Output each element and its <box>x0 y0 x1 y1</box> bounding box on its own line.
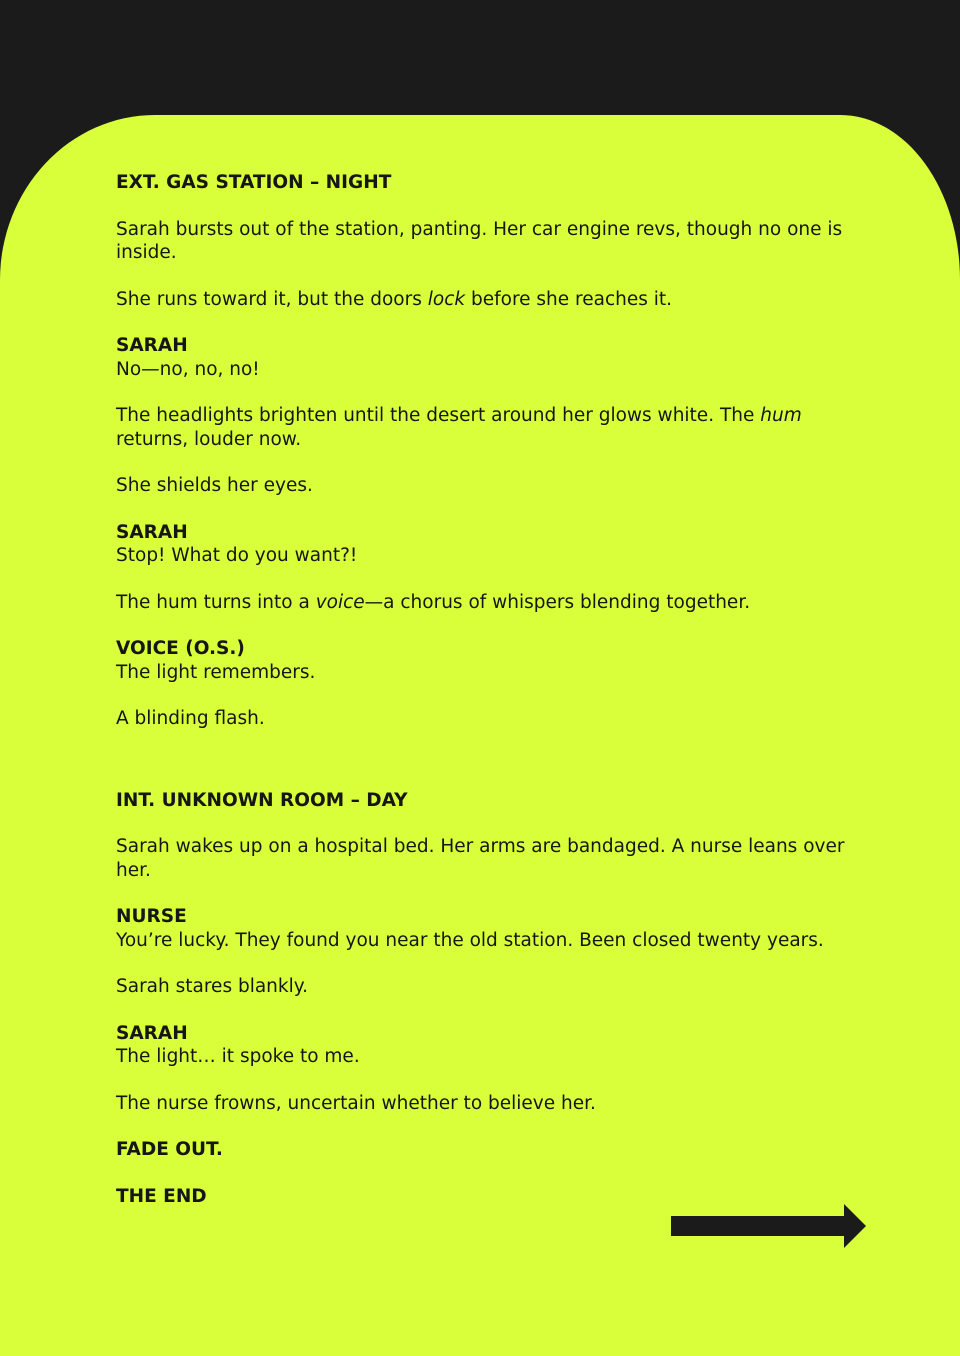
action-emphasis: lock <box>427 288 466 310</box>
screenplay-text <box>116 171 856 1231</box>
action-emphasis: hum <box>760 405 802 426</box>
action-text: returns, louder now. <box>116 428 302 450</box>
action-text: before she reaches it. <box>465 288 673 310</box>
character-name: SARAH <box>116 521 188 543</box>
dialogue-line: You’re lucky. They found you near the old station. Been closed twenty years. <box>116 929 824 951</box>
action-line: The nurse frowns, uncertain whether to believe her. <box>116 1092 596 1114</box>
dialogue-line: Stop! What do you want?! <box>116 545 358 566</box>
dialogue-block <box>116 334 856 381</box>
action-line: She shields her eyes. <box>116 475 313 496</box>
character-name: VOICE (O.S.) <box>116 638 245 659</box>
arrow-right-icon[interactable] <box>671 1204 866 1248</box>
dialogue-block <box>116 905 856 952</box>
action-text: She runs toward it, but the doors <box>116 288 428 310</box>
action-line: A blinding flash. <box>116 708 265 729</box>
action-line <box>116 288 856 312</box>
transition: FADE OUT. <box>116 1139 223 1160</box>
action-line: Sarah bursts out of the station, panting. Her car engine revs, though no one is inside. <box>116 218 843 263</box>
scene-heading: EXT. GAS STATION – NIGHT <box>116 172 392 193</box>
action-text: The hum turns into a <box>116 591 316 613</box>
action-line: Sarah wakes up on a hospital bed. Her arms are bandaged. A nurse leans over her. <box>116 836 845 881</box>
dialogue-block <box>116 1022 856 1069</box>
action-line: Sarah stares blankly. <box>116 976 308 997</box>
action-text: —a chorus of whispers blending together. <box>364 591 751 613</box>
the-end: THE END <box>116 1185 207 1207</box>
action-line <box>116 591 856 615</box>
action-text: The headlights brighten until the desert around her glows white. The <box>116 405 761 426</box>
character-name: SARAH <box>116 1022 188 1044</box>
action-line <box>116 404 856 451</box>
action-emphasis: voice <box>315 591 365 613</box>
dialogue-line: The light… it spoke to me. <box>116 1046 360 1067</box>
dialogue-line: The light remembers. <box>116 661 316 683</box>
character-name: SARAH <box>116 335 188 356</box>
character-name: NURSE <box>116 906 187 927</box>
dialogue-line: No—no, no, no! <box>116 358 260 380</box>
dialogue-block <box>116 637 856 684</box>
scene-heading: INT. UNKNOWN ROOM – DAY <box>116 789 408 811</box>
dialogue-block <box>116 521 856 568</box>
